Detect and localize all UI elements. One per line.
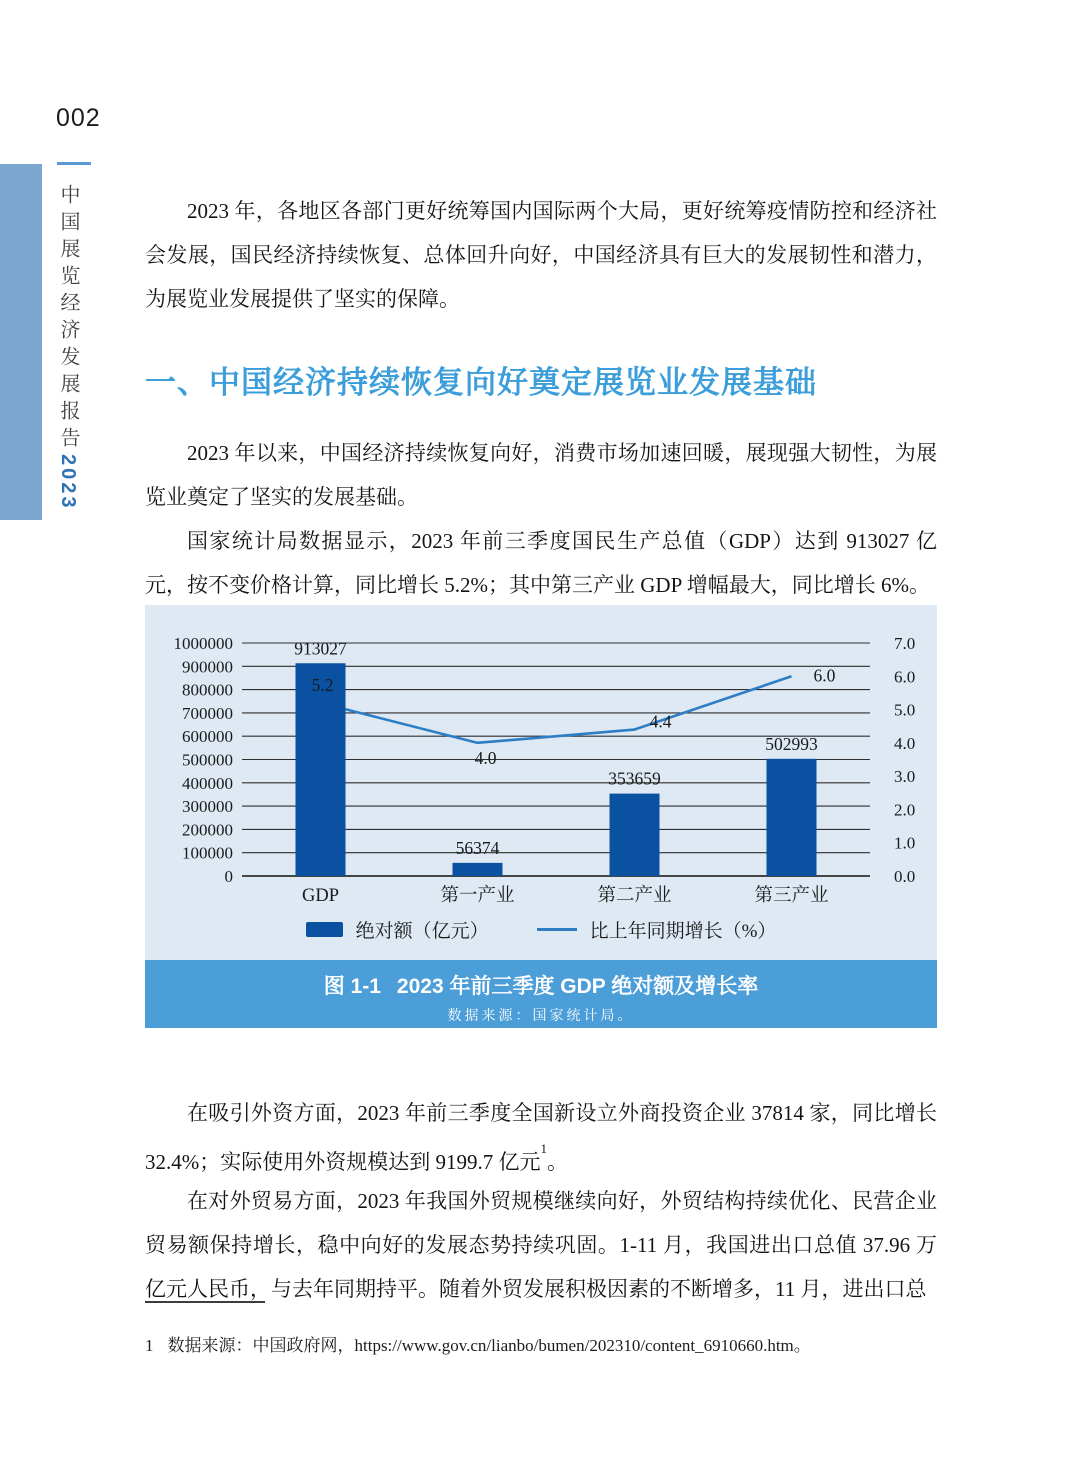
svg-text:600000: 600000: [182, 727, 233, 747]
svg-text:5.0: 5.0: [894, 700, 916, 720]
svg-text:56374: 56374: [455, 837, 500, 858]
sidebar-vertical-title: [54, 184, 82, 511]
svg-text:800000: 800000: [182, 680, 233, 700]
figure-number: 图 1-1: [323, 975, 381, 998]
gdp-chart-svg: [145, 605, 937, 907]
page-number: 002: [56, 104, 101, 132]
section1-paragraph-4: 在对外贸易方面，2023 年我国外贸规模继续向好，外贸结构持续优化、民营企业贸易额保持增长，稳中向好的发展态势持续巩固。1-11 月，我国进出口总值 37.96 万亿元人民币，与去年同期持平。随着外贸发展积极因素的不断增多，11 月，进出口总: [145, 1189, 937, 1301]
svg-text:700000: 700000: [182, 703, 233, 723]
bar-value-labels: [294, 638, 818, 858]
gdp-figure: [145, 605, 937, 1028]
svg-text:4.4: 4.4: [649, 711, 672, 732]
page-number-rule: [57, 162, 91, 165]
figure-title-text: 2023 年前三季度 GDP 绝对额及增长率: [396, 975, 759, 998]
svg-text:502993: 502993: [765, 733, 818, 754]
svg-text:第一产业: 第一产业: [440, 886, 515, 906]
footnote-separator: [145, 1301, 265, 1303]
footnote-ref-superscript: 1: [540, 1141, 547, 1156]
legend-line-swatch: [537, 928, 577, 931]
footnote: [145, 1332, 937, 1359]
svg-text:第三产业: 第三产业: [754, 886, 829, 906]
chart-legend: [145, 907, 937, 951]
svg-text:6.0: 6.0: [894, 667, 916, 687]
category-labels: [302, 885, 829, 906]
sidebar-accent-bar: [0, 164, 42, 520]
left-axis-labels: [174, 634, 234, 886]
svg-text:4.0: 4.0: [474, 747, 497, 768]
legend-line-label: 比上年同期增长（%）: [589, 920, 777, 942]
footnote-index: 1: [145, 1336, 154, 1355]
figure-caption-band: [145, 960, 937, 1028]
section1-paragraph-3: [145, 1091, 937, 1184]
svg-text:GDP: GDP: [301, 886, 340, 906]
legend-bar-swatch: [306, 922, 343, 937]
svg-text:0: 0: [224, 867, 233, 886]
svg-text:3.0: 3.0: [894, 767, 916, 787]
svg-text:6.0: 6.0: [813, 665, 836, 686]
svg-text:400000: 400000: [182, 773, 233, 793]
svg-text:900000: 900000: [182, 657, 233, 677]
paragraph-3-text: 在吸引外资方面，2023 年前三季度全国新设立外商投资企业 37814 家，同比增长 32.4%；实际使用外资规模达到 9199.7 亿元: [145, 1101, 937, 1174]
figure-caption-title: [145, 960, 937, 1000]
right-axis-labels: [894, 634, 915, 886]
paragraph-3-period: 。: [547, 1150, 568, 1174]
svg-text:300000: 300000: [182, 797, 233, 817]
svg-text:第二产业: 第二产业: [597, 886, 672, 906]
svg-text:353659: 353659: [608, 768, 661, 789]
section1-paragraph-2: 国家统计局数据显示，2023 年前三季度国民生产总值（GDP）达到 913027 亿元，按不变价格计算，同比增长 5.2%；其中第三产业 GDP 增幅最大，同比增长 6%。: [145, 529, 937, 597]
report-title-text: 中国展览经济发展报告: [57, 184, 79, 454]
svg-text:1000000: 1000000: [173, 634, 233, 653]
svg-text:5.2: 5.2: [311, 674, 334, 695]
footnote-text: 数据来源：中国政府网，https://www.gov.cn/lianbo/bumen/202310/content_6910660.htm。: [167, 1336, 811, 1355]
svg-text:2.0: 2.0: [894, 800, 916, 820]
report-year-text: 2023: [57, 454, 79, 511]
chart-panel: [145, 605, 937, 960]
svg-text:913027: 913027: [294, 638, 347, 659]
svg-text:0.0: 0.0: [894, 867, 916, 886]
svg-text:200000: 200000: [182, 820, 233, 840]
growth-line: [321, 676, 792, 743]
line-point-labels: [312, 665, 836, 768]
legend-bar-label: 绝对额（亿元）: [355, 920, 489, 942]
svg-text:4.0: 4.0: [894, 733, 916, 753]
figure-caption-source: 数据来源：国家统计局。: [447, 1009, 635, 1024]
svg-text:7.0: 7.0: [894, 634, 916, 653]
svg-text:1.0: 1.0: [894, 833, 916, 853]
intro-paragraph: 2023 年，各地区各部门更好统筹国内国际两个大局，更好统筹疫情防控和经济社会发展，国民经济持续恢复、总体回升向好，中国经济具有巨大的发展韧性和潜力，为展览业发展提供了坚实的保障。: [145, 199, 937, 311]
svg-text:500000: 500000: [182, 750, 233, 770]
section-heading: 一、中国经济持续恢复向好奠定展览业发展基础: [145, 364, 817, 400]
section1-paragraph-1: 2023 年以来，中国经济持续恢复向好，消费市场加速回暖，展现强大韧性，为展览业奠定了坚实的发展基础。: [145, 441, 937, 509]
svg-text:100000: 100000: [182, 843, 233, 863]
